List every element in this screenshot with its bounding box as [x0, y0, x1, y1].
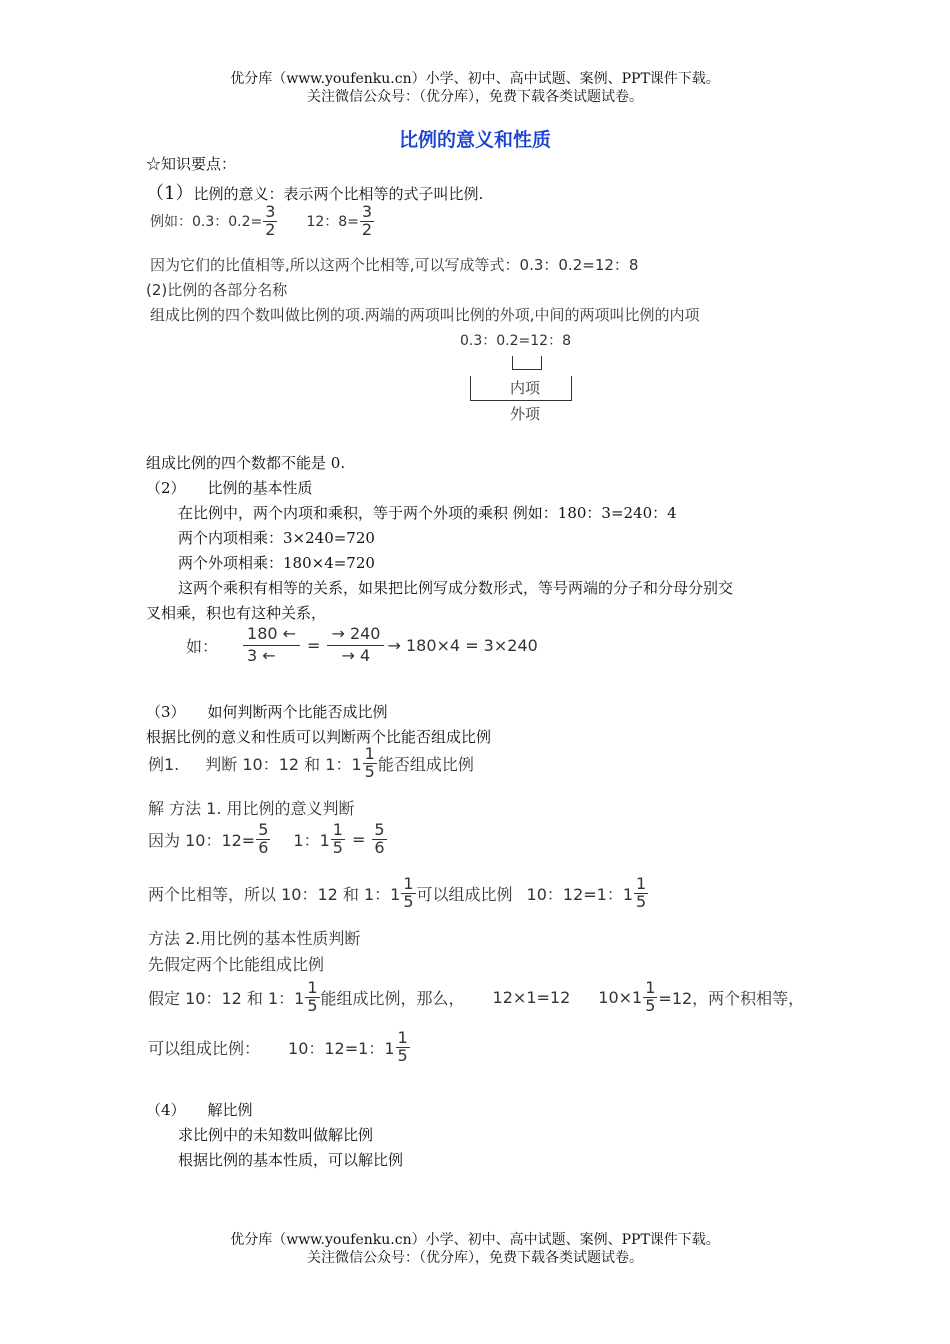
property-line-3: 两个外项相乘：180×4=720 [178, 554, 375, 572]
example-mid: 12：8= [306, 214, 359, 231]
nonzero-line: 组成比例的四个数都不能是 0. [146, 454, 346, 472]
method-1-result: 10：12=1：1 [526, 884, 634, 904]
header-line-1: 优分库（www.youfenku.cn）小学、初中、高中试题、案例、PPT课件下载。 [230, 71, 720, 87]
fraction-denominator: 6 [374, 837, 385, 857]
fraction [263, 204, 277, 239]
section-2-label: （2） [146, 479, 186, 497]
fraction-denominator: 5 [645, 995, 656, 1015]
fraction [401, 876, 415, 911]
fraction [634, 876, 648, 911]
cross-result: → 180×4 = 3×240 [387, 635, 538, 655]
example-1-line [148, 746, 474, 781]
property-line-4a: 这两个乘积有相等的关系，如果把比例写成分数形式，等号两端的分子和分母分别交 [178, 579, 734, 597]
fraction-numerator: 1 [397, 1028, 408, 1047]
fraction-left [243, 626, 300, 665]
example-prefix: 例如：0.3：0.2= [150, 214, 263, 231]
property-line-1: 在比例中，两个内项和乘积，等于两个外项的乘积 例如：180：3=240：4 [178, 504, 677, 522]
fraction [363, 746, 377, 781]
fraction-denominator: 3 ← [247, 645, 276, 665]
section-2-heading [146, 477, 313, 498]
cross-multiply-example [186, 626, 538, 665]
section-3-title: 如何判断两个比能否成比例 [207, 703, 388, 721]
fraction-numerator: 1 [332, 820, 343, 839]
page-title: 比例的意义和性质 [398, 129, 551, 151]
example-1-label: 例1. [148, 754, 180, 774]
fraction-numerator: 1 [364, 744, 375, 763]
method-2-then: 能组成比例，那么， [320, 988, 465, 1008]
fraction-numerator: → 240 [327, 626, 384, 646]
method-1-line-2 [148, 876, 649, 911]
footer-line-1: 优分库（www.youfenku.cn）小学、初中、高中试题、案例、PPT课件下载。 [230, 1232, 720, 1248]
fraction-denominator: 5 [364, 761, 375, 781]
example-1-question: 判断 10：12 和 1：1 [205, 754, 362, 774]
example-label: 如： [186, 636, 219, 656]
fraction-denominator: 5 [403, 891, 414, 911]
method-2-equal: =12，两个积相等， [658, 988, 805, 1008]
outer-bracket-right [571, 376, 572, 400]
parts-text: 组成比例的四个数叫做比例的项.两端的两项叫比例的外项,中间的两项叫比例的内项 [150, 306, 700, 324]
fraction-denominator: 5 [397, 1045, 408, 1065]
fraction-numerator: 3 [265, 202, 276, 221]
method-2-result: 10：12=1：1 [288, 1038, 395, 1058]
fraction [360, 204, 374, 239]
method-2-product-1: 12×1=12 [492, 987, 571, 1007]
section-3-label: （3） [146, 703, 186, 721]
fraction-denominator: 2 [265, 219, 276, 239]
solve-line-1: 求比例中的未知数叫做解比例 [178, 1126, 374, 1144]
fraction-denominator: 5 [307, 995, 318, 1015]
inner-bracket-left [512, 356, 513, 369]
section-3-intro: 根据比例的意义和性质可以判断两个比能否组成比例 [146, 728, 492, 746]
outer-bracket-bottom [470, 400, 572, 401]
inner-terms-label: 内项 [510, 379, 541, 397]
method-2-title: 方法 2.用比例的基本性质判断 [148, 929, 361, 948]
section-3-heading [146, 701, 388, 722]
method-1-conclusion: 两个比相等，所以 10：12 和 1：1 [148, 884, 401, 904]
property-line-4b: 叉相乘，积也有这种关系， [146, 604, 327, 622]
fraction-numerator: 1 [645, 978, 656, 997]
fraction-denominator: → 4 [341, 645, 371, 665]
section-4-title: 解比例 [207, 1101, 253, 1119]
fraction-numerator: 1 [403, 874, 414, 893]
fraction-numerator: 5 [374, 820, 385, 839]
equals-sign: = [307, 635, 321, 655]
fraction [331, 822, 345, 857]
fraction-denominator: 5 [332, 837, 343, 857]
fraction-numerator: 3 [361, 202, 373, 221]
inner-bracket-right [541, 356, 542, 369]
fraction [643, 980, 657, 1015]
method-2-assume-ratio: 假定 10：12 和 1：1 [148, 988, 305, 1008]
outer-terms-label: 外项 [510, 405, 541, 423]
fraction [372, 822, 386, 857]
equals-sign: = [351, 829, 366, 849]
fraction-numerator: 180 ← [243, 626, 300, 646]
diagram-equation: 0.3：0.2=12：8 [460, 333, 571, 349]
section-1-label: （1） [146, 183, 194, 204]
method-2-line-1 [148, 980, 804, 1015]
solve-line-2: 根据比例的基本性质，可以解比例 [178, 1151, 404, 1169]
fraction [396, 1030, 410, 1065]
footer-line-2: 关注微信公众号：（优分库），免费下载各类试题试卷。 [307, 1250, 643, 1266]
fraction [256, 822, 270, 857]
fraction-numerator: 1 [636, 874, 647, 893]
fraction-numerator: 5 [258, 820, 269, 839]
section-1-heading [146, 179, 483, 205]
method-1-line-1 [148, 822, 388, 857]
because-line: 因为它们的比值相等,所以这两个比相等,可以写成等式：0.3：0.2=12：8 [150, 256, 639, 274]
fraction-denominator: 2 [361, 219, 373, 239]
outer-bracket-left [470, 376, 471, 400]
header-line-2: 关注微信公众号：（优分库），免费下载各类试题试卷。 [307, 89, 643, 105]
fraction-denominator: 6 [258, 837, 269, 857]
method-2-line-2 [148, 1030, 411, 1065]
section-2-title: 比例的基本性质 [207, 479, 313, 497]
method-2-product-2: 10×1 [598, 987, 643, 1007]
method-1-because: 因为 10：12= [148, 830, 256, 850]
inner-bracket-bottom [512, 369, 542, 370]
fraction [305, 980, 319, 1015]
property-line-2: 两个内项相乘：3×240=720 [178, 529, 375, 547]
example-1-suffix: 能否组成比例 [377, 754, 474, 774]
section-1-text: 比例的意义：表示两个比相等的式子叫比例. [193, 185, 484, 203]
knowledge-heading: ☆知识要点： [146, 155, 237, 173]
fraction-right [327, 626, 384, 665]
method-1-title: 解 方法 1. 用比例的意义判断 [148, 799, 355, 818]
method-1-can-form: 可以组成比例 [416, 884, 513, 904]
method-1-ratio: 1：1 [293, 830, 330, 850]
parts-heading: (2)比例的各部分名称 [146, 281, 288, 299]
method-2-can-form: 可以组成比例： [148, 1038, 261, 1058]
method-2-assume: 先假定两个比能组成比例 [148, 955, 325, 974]
section-4-heading [146, 1099, 253, 1120]
section-4-label: （4） [146, 1101, 186, 1119]
fraction-denominator: 5 [636, 891, 647, 911]
example-line [150, 204, 375, 239]
fraction-numerator: 1 [307, 978, 318, 997]
